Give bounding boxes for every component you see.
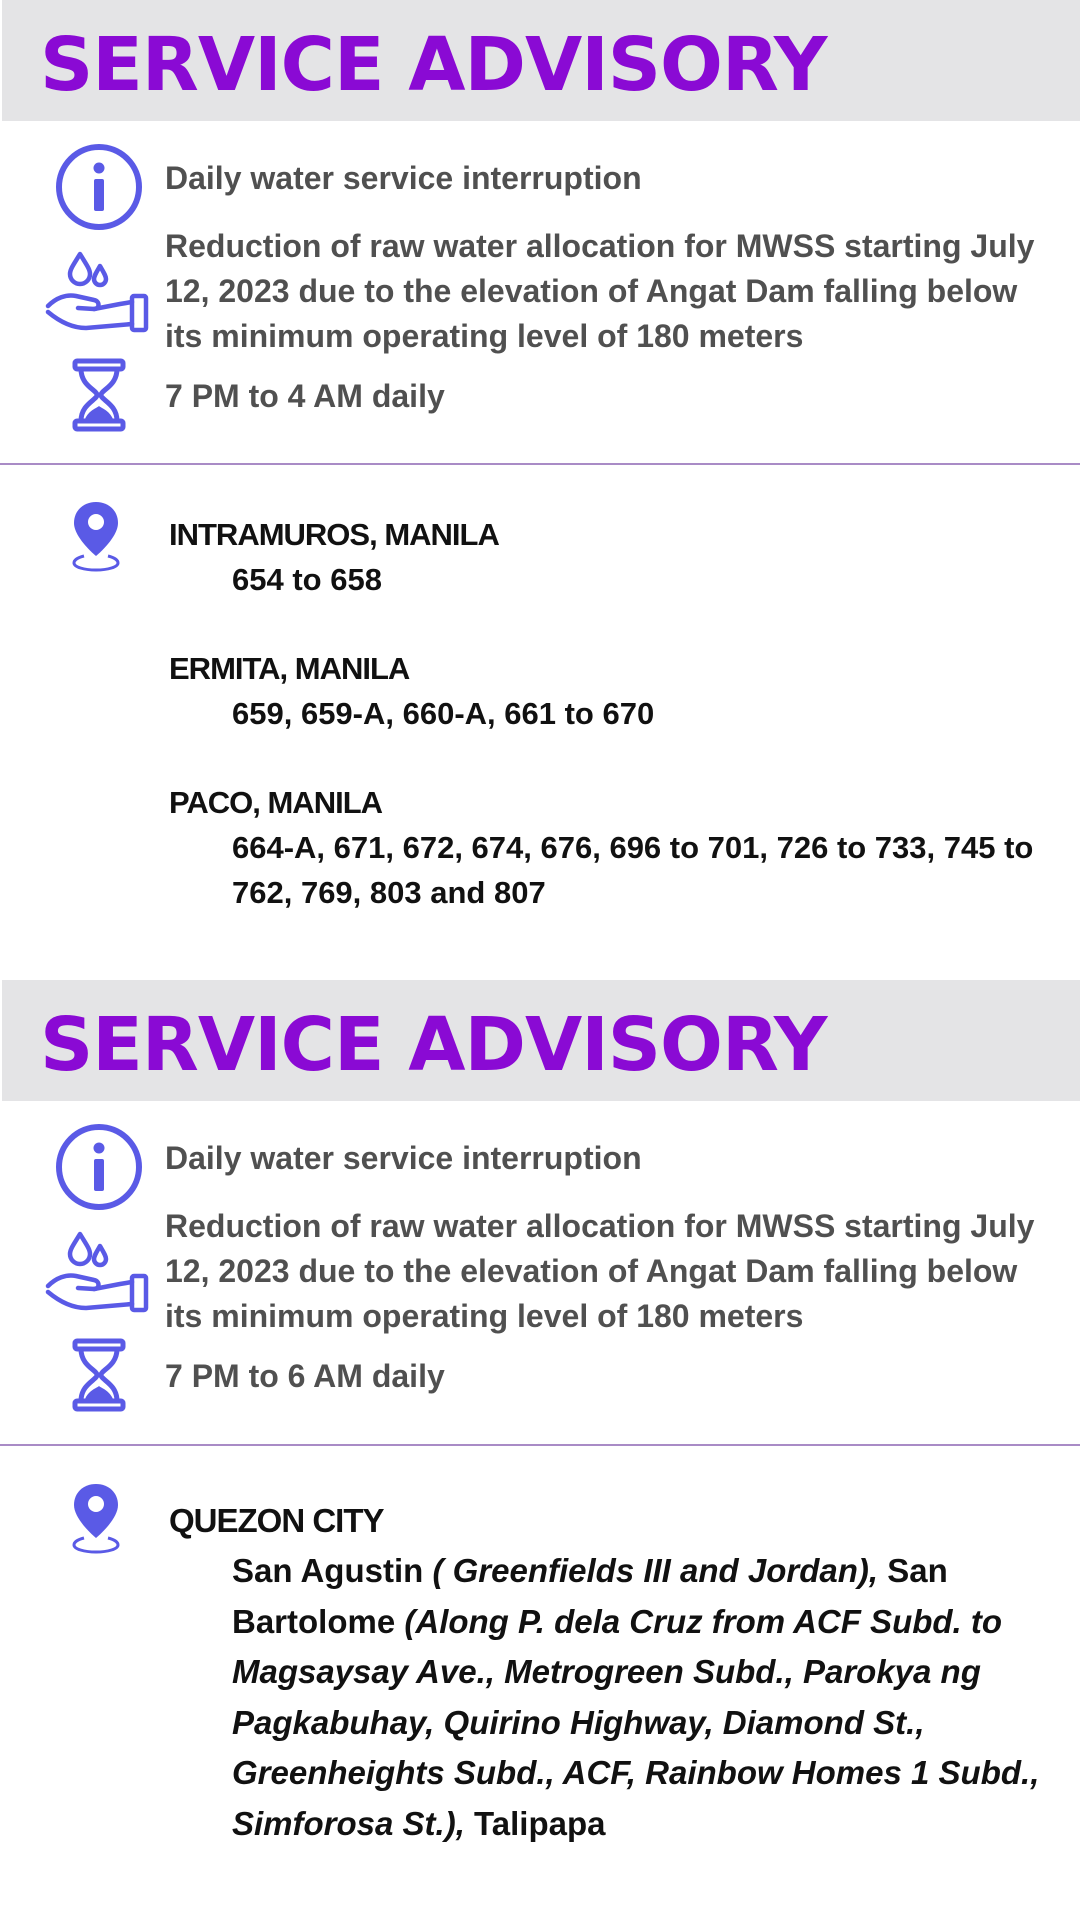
interruption-schedule: 7 PM to 6 AM daily — [165, 1358, 445, 1394]
affected-areas — [169, 1496, 1059, 1849]
water-hand-icon — [44, 250, 152, 334]
area-name: INTRAMUROS, MANILA — [169, 517, 499, 552]
location-pin-icon — [70, 500, 122, 572]
section-divider — [0, 463, 1080, 465]
area-name: ERMITA, MANILA — [169, 651, 410, 686]
barangay-coverage: ( Greenfields III and Jordan), — [423, 1552, 879, 1589]
interruption-type: Daily water service interruption — [165, 160, 642, 196]
info-icon — [54, 1122, 144, 1212]
interruption-schedule: 7 PM to 4 AM daily — [165, 378, 445, 414]
interruption-reason: Reduction of raw water allocation for MWSS starting July 12, 2023 due to the elevation of Angat Dam falling below its minimum operating level of 180 meters — [165, 1208, 1035, 1334]
advisory-banner — [2, 980, 1080, 1101]
affected-areas — [169, 513, 1059, 915]
area-detail: 664-A, 671, 672, 674, 676, 696 to 701, 726 to 733, 745 to 762, 769, 803 and 807 — [232, 830, 1034, 910]
area-name: PACO, MANILA — [169, 785, 383, 820]
barangay-coverage: (Along P. dela Cruz from ACF Subd. to Magsaysay Ave., Metrogreen Subd., Parokya ng Pagkabuhay, Quirino Highway, Diamond St., Greenheights Subd., ACF, Rainbow Homes 1 Subd., Simforosa St.), — [232, 1602, 1040, 1842]
hourglass-icon — [72, 358, 126, 432]
area-detail: 654 to 658 — [232, 562, 382, 597]
area-detail: 659, 659-A, 660-A, 661 to 670 — [232, 696, 655, 731]
area-detail — [232, 1546, 1059, 1849]
info-icon — [54, 142, 144, 232]
section-divider — [0, 1444, 1080, 1446]
hourglass-icon — [72, 1338, 126, 1412]
advisory-title: SERVICE ADVISORY — [40, 1002, 827, 1088]
location-pin-icon — [70, 1482, 122, 1554]
barangay-name: San Agustin — [232, 1552, 424, 1589]
advisory-title: SERVICE ADVISORY — [40, 22, 827, 108]
interruption-type: Daily water service interruption — [165, 1140, 642, 1176]
water-hand-icon — [44, 1230, 152, 1314]
area-name: QUEZON CITY — [169, 1502, 384, 1539]
interruption-reason: Reduction of raw water allocation for MWSS starting July 12, 2023 due to the elevation of Angat Dam falling below its minimum operating level of 180 meters — [165, 228, 1035, 354]
barangay-name: Talipapa — [464, 1804, 606, 1842]
barangay-name: San Bartolome — [232, 1552, 948, 1640]
advisory-banner — [2, 0, 1080, 121]
